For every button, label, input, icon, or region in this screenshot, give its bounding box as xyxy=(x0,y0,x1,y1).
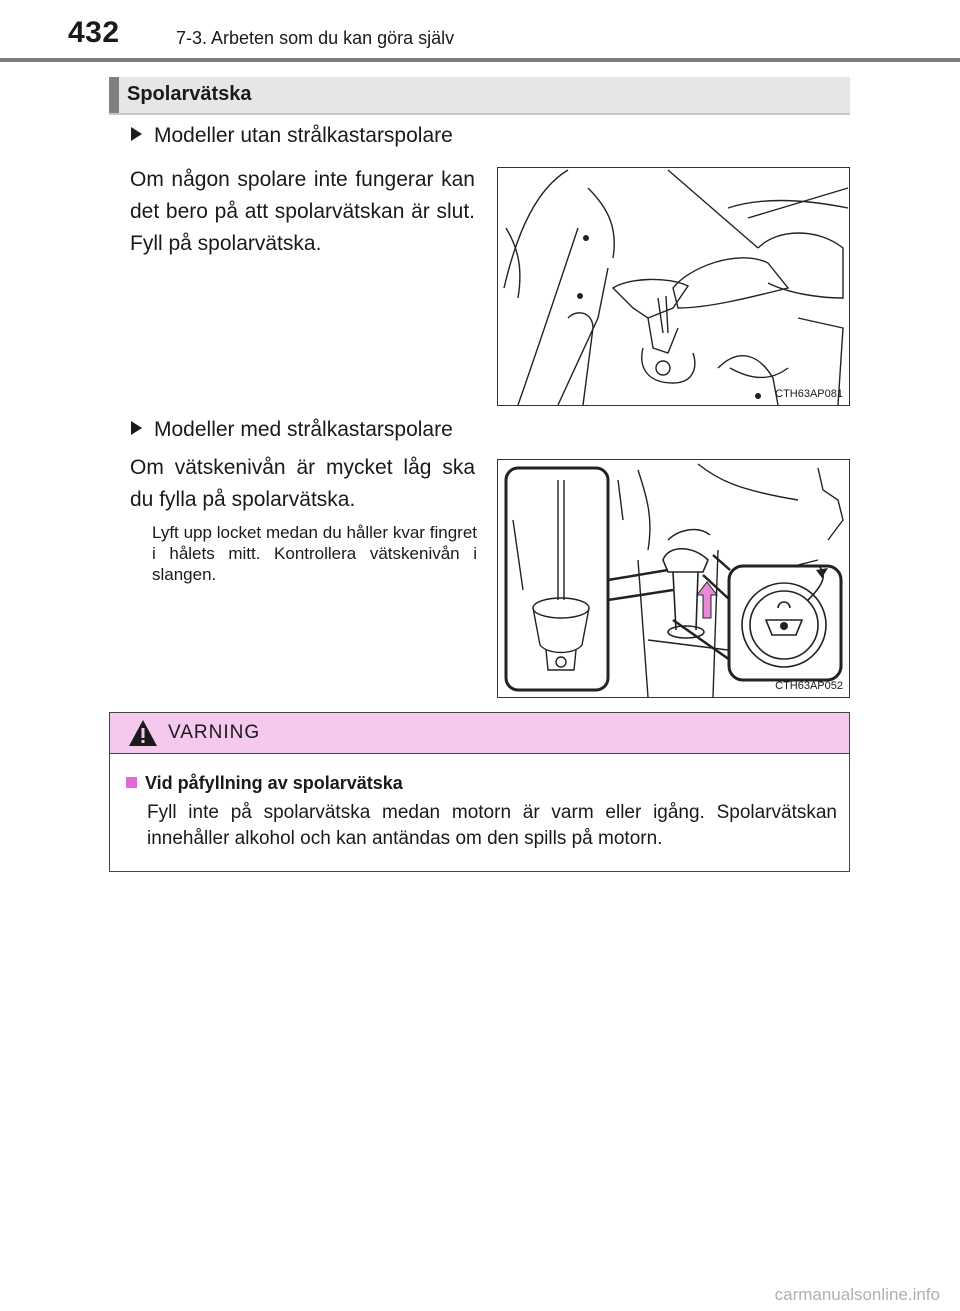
warning-label: VARNING xyxy=(168,722,261,743)
refill-drawing xyxy=(498,168,849,405)
warning-text: Fyll inte på spolarvätska medan motorn är varm eller igång. Spolarvätskan innehåller alkohol och kan antändas om den spills på motorn. xyxy=(147,802,837,849)
section-title: Spolarvätska xyxy=(127,83,252,105)
refill-illustration xyxy=(497,167,850,406)
warning-subheading xyxy=(126,773,403,794)
section-accent xyxy=(109,77,119,113)
instruction-text: Om någon spolare inte fungerar kan det bero på att spolarvätskan är slut. Fyll på spolarvätska. xyxy=(130,168,475,255)
page-number: 432 xyxy=(68,16,120,49)
watermark: carmanualsonline.info xyxy=(774,1285,940,1304)
subheading-label: Modeller med strålkastarspolare xyxy=(154,418,453,441)
cap-illustration xyxy=(497,459,850,698)
arrow-bullet-icon xyxy=(131,421,142,435)
figure-code: CTH63AP081 xyxy=(775,388,843,400)
warning-subheading-text: Vid påfyllning av spolarvätska xyxy=(145,773,403,793)
warning-triangle-icon xyxy=(128,719,158,747)
square-bullet-icon xyxy=(126,777,137,788)
header-divider xyxy=(0,58,960,62)
cap-drawing xyxy=(498,460,849,697)
section-heading-bar xyxy=(109,77,850,115)
warning-header xyxy=(110,713,849,754)
chapter-title: 7-3. Arbeten som du kan göra själv xyxy=(176,28,455,48)
warning-box xyxy=(109,712,850,872)
subheading-label: Modeller utan strålkastarspolare xyxy=(154,124,453,147)
subheading-without-headlamp-washer xyxy=(131,124,453,148)
arrow-bullet-icon xyxy=(131,127,142,141)
figure-code: CTH63AP052 xyxy=(775,680,843,692)
subheading-with-headlamp-washer xyxy=(131,418,453,442)
instruction-text: Om vätskenivån är mycket låg ska du fylla på spolarvätska. xyxy=(130,456,475,511)
instruction-note: Lyft upp locket medan du håller kvar fingret i hålets mitt. Kontrollera vätskenivån i slangen. xyxy=(152,523,477,584)
